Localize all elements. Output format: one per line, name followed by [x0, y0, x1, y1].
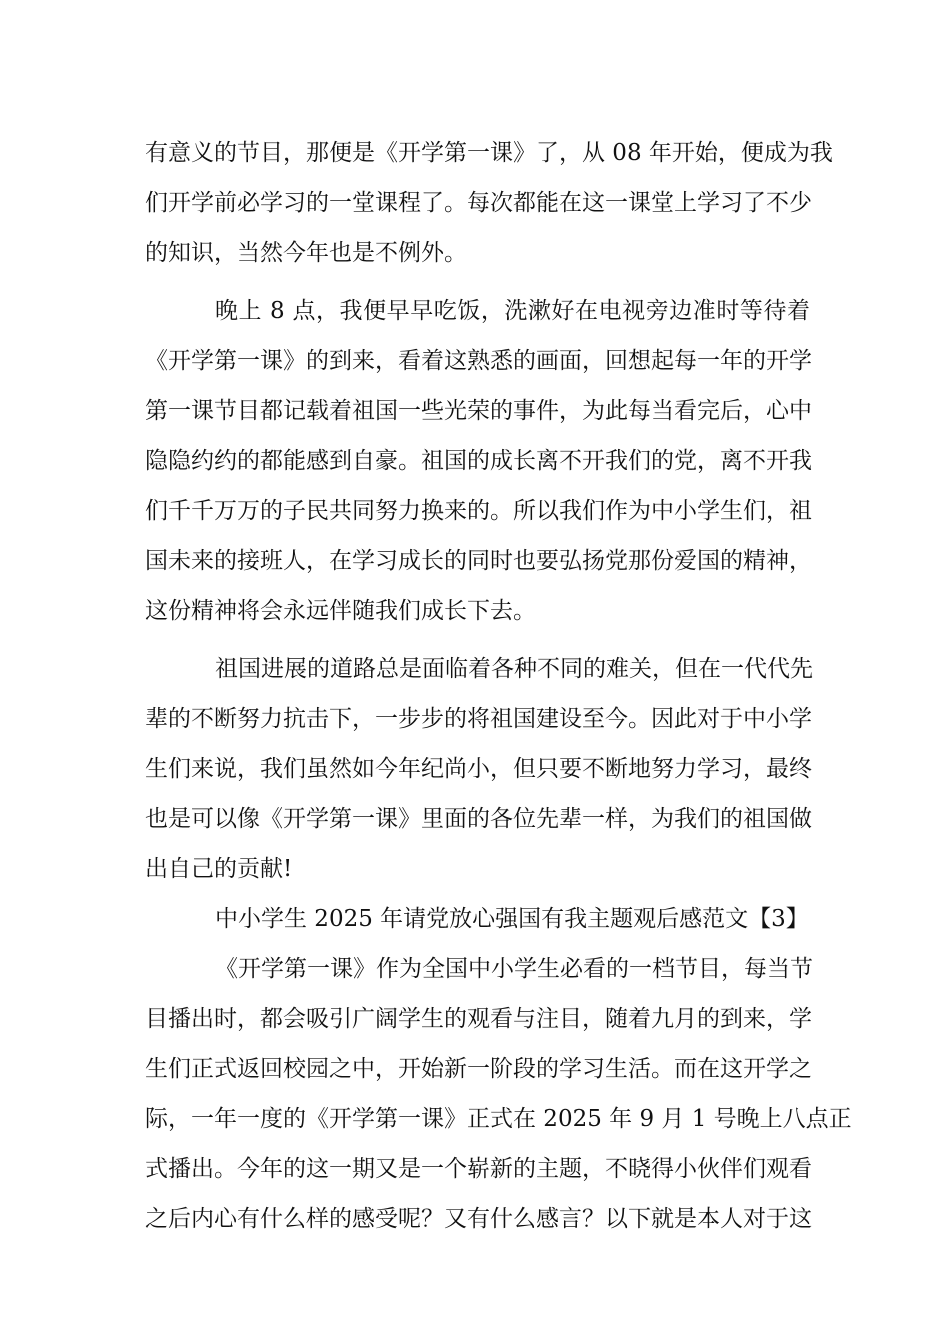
document-page [145, 128, 852, 1244]
section-heading: 中小学生 2025 年请党放心强国有我主题观后感范文【3】 [215, 906, 809, 932]
text-line: 目播出时，都会吸引广阔学生的观看与注目，随着九月的到来，学 [145, 1006, 812, 1032]
text-line: 《开学第一课》的到来，看着这熟悉的画面，回想起每一年的开学 [145, 348, 812, 374]
paragraph-1 [145, 128, 833, 278]
text-line: 祖国进展的道路总是面临着各种不同的难关，但在一代代先 [215, 656, 813, 682]
text-line: 们开学前必学习的一堂课程了。每次都能在这一课堂上学习了不少 [145, 190, 812, 216]
text-line: 辈的不断努力抗击下，一步步的将祖国建设至今。因此对于中小学 [145, 706, 812, 732]
text-line: 《开学第一课》作为全国中小学生必看的一档节目，每当节 [215, 956, 813, 982]
text-line: 这份精神将会永远伴随我们成长下去。 [145, 598, 536, 624]
text-line: 际，一年一度的《开学第一课》正式在 2025 年 9 月 1 号晚上八点正 [145, 1106, 852, 1132]
text-line: 生们来说，我们虽然如今年纪尚小，但只要不断地努力学习，最终 [145, 756, 812, 782]
text-line: 晚上 8 点，我便早早吃饭，洗漱好在电视旁边准时等待着 [215, 298, 810, 324]
text-line: 的知识，当然今年也是不例外。 [145, 240, 467, 266]
text-line: 之后内心有什么样的感受呢？又有什么感言？以下就是本人对于这 [145, 1206, 812, 1232]
text-line: 出自己的贡献! [145, 856, 293, 882]
paragraph-2 [145, 286, 810, 636]
text-line: 式播出。今年的这一期又是一个崭新的主题，不晓得小伙伴们观看 [145, 1156, 812, 1182]
text-line: 们千千万万的子民共同努力换来的。所以我们作为中小学生们，祖 [145, 498, 812, 524]
text-line: 国未来的接班人，在学习成长的同时也要弘扬党那份爱国的精神， [145, 548, 812, 574]
paragraph-3 [145, 644, 813, 894]
text-line: 有意义的节目，那便是《开学第一课》了，从 08 年开始，便成为我 [145, 140, 833, 166]
paragraph-4 [145, 944, 852, 1244]
text-line: 生们正式返回校园之中，开始新一阶段的学习生活。而在这开学之 [145, 1056, 812, 1082]
text-line: 第一课节目都记载着祖国一些光荣的事件，为此每当看完后，心中 [145, 398, 812, 424]
text-line: 隐隐约约的都能感到自豪。祖国的成长离不开我们的党，离不开我 [145, 448, 812, 474]
text-line: 也是可以像《开学第一课》里面的各位先辈一样，为我们的祖国做 [145, 806, 812, 832]
